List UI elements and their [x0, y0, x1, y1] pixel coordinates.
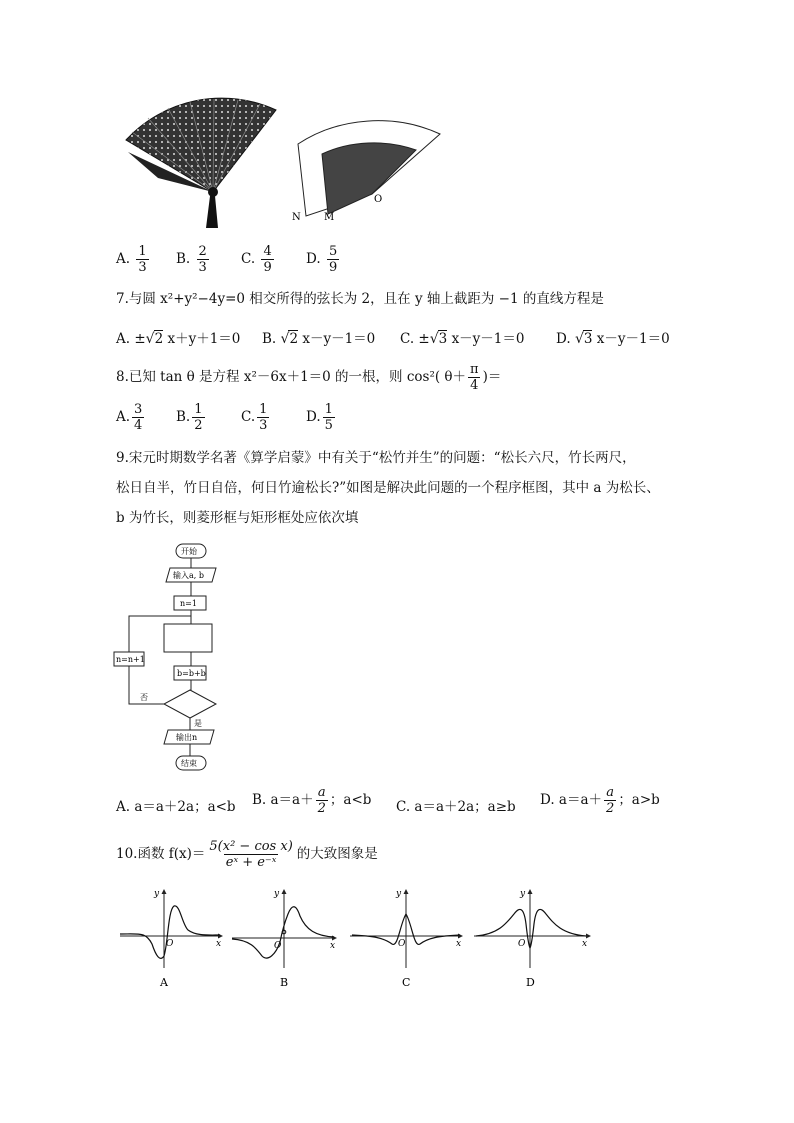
- flow-no-label: 否: [140, 693, 148, 702]
- graph-d-y: y: [520, 889, 526, 899]
- q8-stem: 8.已知 tan θ 是方程 x²－6x＋1＝0 的一根，则 cos²( θ＋ $\frac{\pi}{4}$ )＝: [116, 362, 502, 393]
- graph-c-o: O: [398, 939, 406, 949]
- q6-option-d[interactable]: D. $\frac{5}{9}$: [306, 244, 338, 275]
- q6-option-c[interactable]: C. $\frac{4}{9}$: [241, 244, 272, 275]
- graph-d[interactable]: [474, 890, 590, 968]
- q9-line-2: 松日自半，竹日自倍，何日竹逾松长?”如图是解决此问题的一个程序框图，其中 a 为松长、: [116, 480, 660, 496]
- q9-line-1: 9.宋元时期数学名著《算学启蒙》中有关于“松竹并生”的问题：“松长六尺，竹长两尺，: [116, 450, 636, 466]
- q7-option-c[interactable]: C. ±√3 x－y－1＝0: [400, 331, 525, 347]
- q7-option-d[interactable]: D. √3 x－y－1＝0: [556, 331, 670, 347]
- q9-option-b[interactable]: B. a＝a＋ $\frac{a}{2}$ ；a<b: [252, 785, 372, 816]
- fan-figure: [118, 92, 470, 232]
- graph-b-y: y: [274, 889, 280, 899]
- fan-photo: [126, 98, 276, 228]
- q9-line-3: b 为竹长，则菱形框与矩形框处应依次填: [116, 510, 359, 526]
- graph-b-o: O: [274, 941, 282, 951]
- q7-stem: 7.与圆 x²+y²−4y=0 相交所得的弦长为 2，且在 y 轴上截距为 −1 的直线方程是: [116, 291, 604, 307]
- q8-option-b[interactable]: B. $\frac{1}{2}$: [176, 402, 203, 433]
- label-m: M: [324, 212, 335, 223]
- q8-option-d[interactable]: D. $\frac{1}{5}$: [306, 402, 333, 433]
- flow-update-b-label: b=b+b: [177, 669, 206, 678]
- flow-output-label: 输出n: [176, 733, 198, 742]
- q7-option-a[interactable]: A. ±√2 x＋y＋1＝0: [116, 331, 241, 347]
- graph-a-x: x: [216, 939, 222, 949]
- flow-yes-label: 是: [194, 719, 202, 728]
- q9-option-c[interactable]: C. a＝a＋2a；a≥b: [396, 799, 516, 815]
- label-o: O: [374, 194, 383, 205]
- graph-b-caption: B: [280, 976, 289, 989]
- q9-option-a[interactable]: A. a＝a＋2a；a<b: [116, 799, 236, 815]
- graph-d-caption: D: [526, 976, 535, 989]
- label-n: N: [292, 212, 301, 223]
- fan-diagram: [298, 121, 440, 216]
- flowchart: [110, 540, 240, 775]
- graph-a[interactable]: [120, 890, 222, 968]
- graph-d-x: x: [582, 939, 588, 949]
- graph-d-o: O: [518, 939, 526, 949]
- q10-graphs: [116, 884, 596, 992]
- flow-blank-diamond: [164, 690, 216, 718]
- flow-blank-rect: [164, 624, 212, 652]
- flow-input-label: 输入a, b: [173, 571, 204, 580]
- graph-c-y: y: [396, 889, 402, 899]
- flow-start-label: 开始: [181, 547, 197, 556]
- graph-b[interactable]: [232, 890, 336, 968]
- q6-option-b[interactable]: B. $\frac{2}{3}$: [176, 244, 207, 275]
- q9-option-d[interactable]: D. a＝a＋ $\frac{a}{2}$ ；a>b: [540, 785, 660, 816]
- graph-a-caption: A: [160, 976, 168, 989]
- graph-a-o: O: [166, 939, 174, 949]
- flow-end-label: 结束: [181, 759, 197, 768]
- flow-init-label: n=1: [180, 599, 197, 608]
- graph-a-y: y: [154, 889, 160, 899]
- graph-c[interactable]: [350, 890, 462, 968]
- q8-option-c[interactable]: C. $\frac{1}{3}$: [241, 402, 268, 433]
- graph-b-x: x: [330, 941, 336, 951]
- q10-stem: 10.函数 f(x)＝ $\frac{\text{5(x² − cos x)}}{\text{eˣ + e⁻ˣ}}$ 的大致图象是: [116, 839, 378, 870]
- graph-c-caption: C: [402, 976, 411, 989]
- graph-c-x: x: [456, 939, 462, 949]
- q6-option-a[interactable]: A. $\frac{1}{3}$: [116, 244, 147, 275]
- q7-option-b[interactable]: B. √2 x－y－1＝0: [262, 331, 376, 347]
- q8-option-a[interactable]: A. $\frac{3}{4}$: [116, 402, 143, 433]
- flow-loop-label: n=n+1: [116, 655, 145, 664]
